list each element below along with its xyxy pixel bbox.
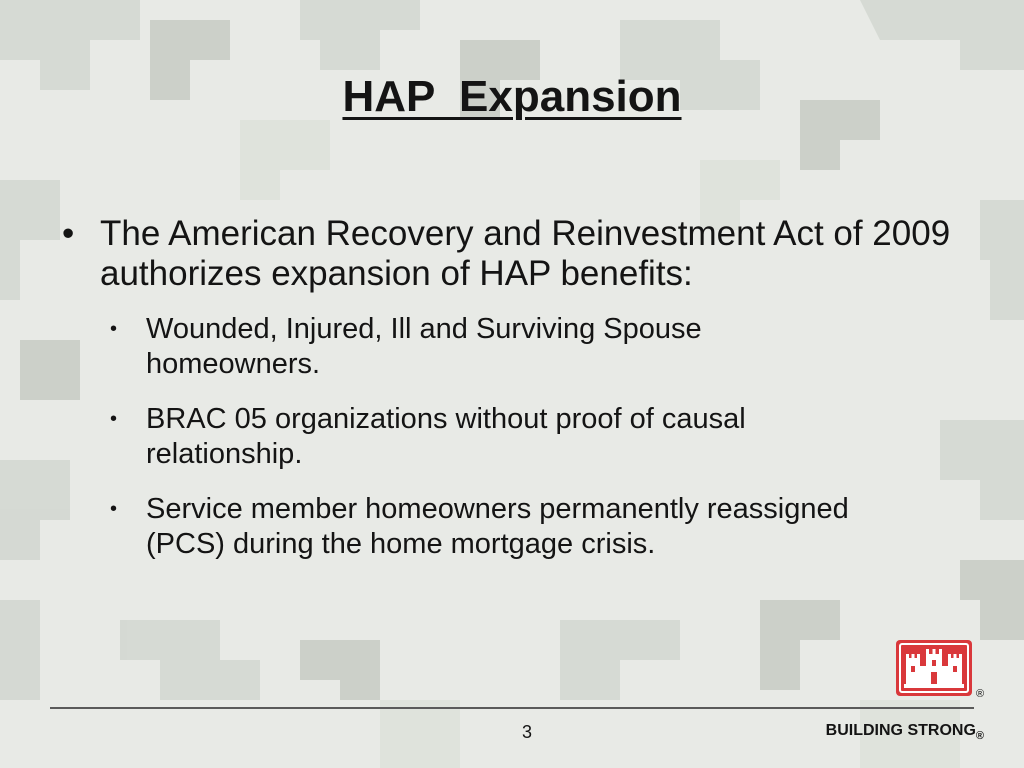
sub-bullet-text: BRAC 05 organizations without proof of causal relationship.: [146, 403, 746, 470]
brand-tagline: [826, 722, 984, 742]
sub-bullet-icon: •: [110, 408, 118, 430]
main-bullet-text: The American Recovery and Reinvestment Act of 2009 authorizes expansion of HAP benefits:: [100, 214, 951, 293]
slide-title: HAP Expansion: [342, 72, 682, 121]
brand-registered-mark: ®: [975, 730, 984, 743]
castle-icon: [896, 640, 972, 696]
sub-bullet-list: [110, 312, 962, 562]
sub-bullet: [110, 492, 866, 562]
sub-bullet-text: Wounded, Injured, Ill and Surviving Spouse homeowners.: [146, 313, 702, 380]
page-number: 3: [522, 722, 533, 742]
footer-divider: [50, 707, 974, 709]
sub-bullet-text: Service member homeowners permanently reassigned (PCS) during the home mortgage crisis.: [146, 493, 849, 560]
sub-bullet: [110, 312, 866, 382]
sub-bullet-icon: •: [110, 498, 118, 520]
brand-text: BUILDING STRONG: [825, 722, 976, 739]
bullet-icon: •: [62, 214, 75, 253]
sub-bullet: [110, 402, 866, 472]
main-bullet: [62, 214, 962, 294]
sub-bullet-icon: •: [110, 318, 118, 340]
logo-registered-mark: ®: [976, 688, 985, 700]
slide-content: [62, 214, 962, 582]
